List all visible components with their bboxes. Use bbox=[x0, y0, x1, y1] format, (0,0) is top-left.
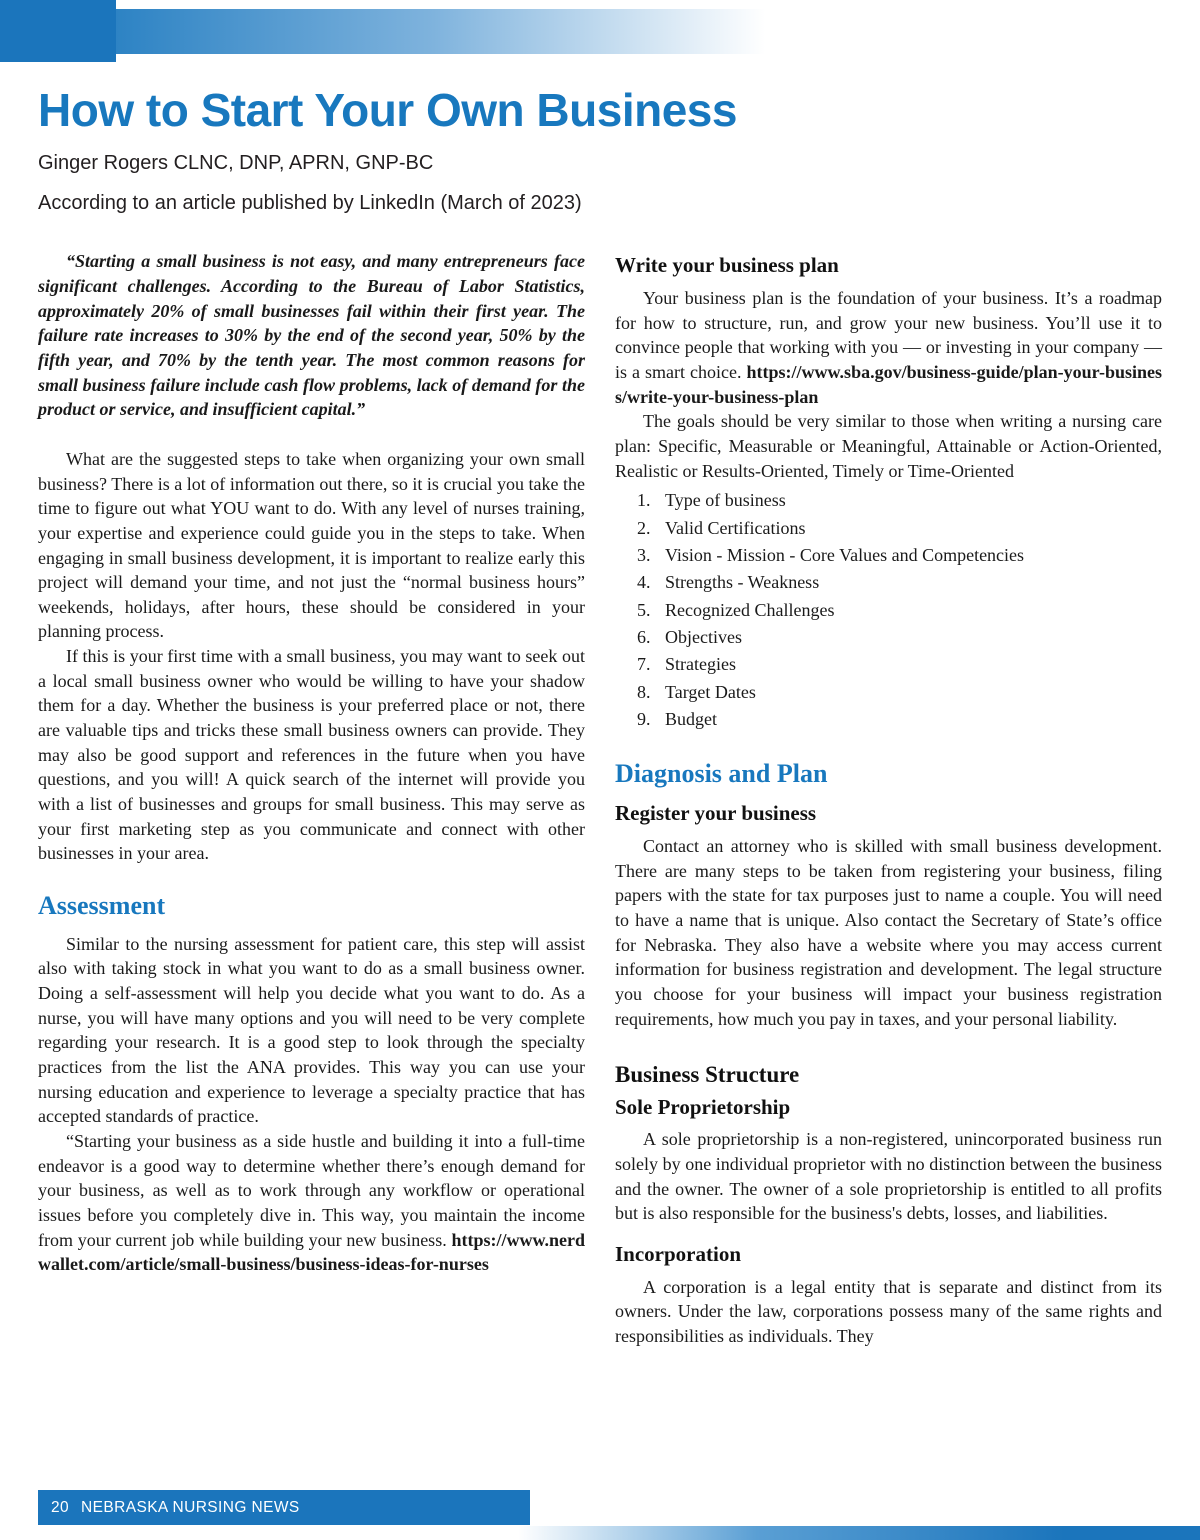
top-accent-block bbox=[0, 0, 116, 62]
list-item: 9. Budget bbox=[655, 706, 1162, 733]
business-plan-text: Your business plan is the foundation of your business. It’s a roadmap for how to structure, run, and grow your new business. You’ll use it to convince people that working with you — or investing in your company — is a smart choice. bbox=[615, 288, 1162, 383]
business-plan-paragraph bbox=[615, 286, 1162, 409]
opening-quote: “Starting a small business is not easy, and many entrepreneurs face significant challenges. According to the Bureau of Labor Statistics, approximately 20% of small businesses fail within their first year. The failure rate increases to 30% by the end of the second year, 50% by the fifth year, and 70% by the tenth year. The most common reasons for small business failure include cash flow problems, lack of demand for the product or service, and insufficient capital.” bbox=[38, 251, 585, 420]
top-accent-gradient bbox=[116, 9, 822, 54]
shadow-paragraph: If this is your first time with a small business, you may want to seek out a local small business owner who would be willing to have your shadow them for a day. Whether the business is your preferred place or not, there are valuable tips and tricks these small business owners can provide. They may also be good support and references in the future when you have questions, and you will! A quick search of the internet will provide you with a list of businesses and groups for small business. This may serve as your first marketing step as you communicate and connect with other businesses in your area. bbox=[38, 646, 585, 864]
nerdwallet-url-link[interactable]: https://www.nerdwallet.com/article/small-business/business-ideas-for-nurses bbox=[38, 1229, 585, 1275]
list-item: 8. Target Dates bbox=[655, 679, 1162, 706]
assessment-heading: Assessment bbox=[38, 891, 166, 921]
incorporation-heading: Incorporation bbox=[615, 1242, 741, 1267]
diagnosis-heading: Diagnosis and Plan bbox=[615, 758, 828, 788]
list-item: 1. Type of business bbox=[655, 487, 1162, 514]
assessment-paragraph: Similar to the nursing assessment for patient care, this step will assist also with taking stock in what you want to do as a small business owner. Doing a self-assessment will help you decide what you want to do. As a nurse, you will have many options and you will need to be very complete regarding your research. It is a good step to look through the specialty practices from the list the ANA provides. This way you can use your nursing education and experience to leverage a specialty practice that has accepted standards of practice. bbox=[38, 933, 585, 1127]
business-plan-list bbox=[615, 487, 1162, 733]
side-hustle-paragraph bbox=[38, 1129, 585, 1277]
page-title: How to Start Your Own Business bbox=[38, 84, 737, 136]
business-structure-heading: Business Structure bbox=[615, 1062, 800, 1088]
steps-paragraph: What are the suggested steps to take when organizing your own small business? There is a lot of information out there, so it is crucial you take the time to figure out what YOU want to do. With any level of nurses training, your expertise and experience could guide you in the steps to take. When engaging in small business development, it is important to realize early this project will demand your time, and not just the “normal business hours” weekends, holidays, after hours, these should be considered in your planning process. bbox=[38, 448, 585, 642]
sba-url-link[interactable]: https://www.sba.gov/business-guide/plan-your-business/write-your-business-plan bbox=[615, 362, 1162, 407]
article-body bbox=[0, 215, 1200, 1349]
list-item: 5. Recognized Challenges bbox=[655, 597, 1162, 624]
goals-paragraph: The goals should be very similar to those when writing a nursing care plan: Specific, Measurable or Meaningful, Attainable or Action-Oriented, Realistic or Results-Oriented, Timely or Time-Oriented bbox=[615, 411, 1162, 481]
list-item: 4. Strengths - Weakness bbox=[655, 569, 1162, 596]
author-byline: Ginger Rogers CLNC, DNP, APRN, GNP-BC bbox=[38, 152, 434, 175]
list-item: 3. Vision - Mission - Core Values and Competencies bbox=[655, 542, 1162, 569]
sole-proprietorship-heading: Sole Proprietorship bbox=[615, 1094, 791, 1119]
source-line: According to an article published by LinkedIn (March of 2023) bbox=[38, 192, 582, 215]
page-number: 20 bbox=[51, 1498, 70, 1516]
sole-proprietorship-paragraph: A sole proprietorship is a non-registered, unincorporated business run solely by one individual proprietor with no distinction between the business and the owner. The owner of a sole proprietorship is entitled to all profits but is also responsible for the business's debts, losses, and liabilities. bbox=[615, 1129, 1162, 1224]
bottom-accent-bar bbox=[518, 1526, 1200, 1540]
list-item: 2. Valid Certifications bbox=[655, 515, 1162, 542]
register-heading: Register your business bbox=[615, 801, 817, 826]
register-paragraph: Contact an attorney who is skilled with small business development. There are many steps to be taken from registering your business, filing papers with the state for tax purposes just to name a couple. You will need to have a name that is unique. Also contact the Secretary of State’s office for Nebraska. They also have a website where you may access current information for business registration and development. The legal structure you choose for your business will impact your business registration requirements, how much you pay in taxes, and your personal liability. bbox=[615, 835, 1162, 1029]
publication-name: NEBRASKA NURSING NEWS bbox=[81, 1498, 300, 1516]
side-hustle-text: “Starting your business as a side hustle and building it into a full-time endeavor is a good way to determine whether there’s enough demand for your business, as well as to work through any workflow or operational issues before you completely dive in. This way, you maintain the income from your current job while building your new business. bbox=[38, 1130, 585, 1250]
right-column bbox=[615, 249, 1162, 1349]
top-accent-bar bbox=[0, 0, 1200, 62]
list-item: 7. Strategies bbox=[655, 651, 1162, 678]
business-plan-heading: Write your business plan bbox=[615, 253, 839, 278]
list-item: 6. Objectives bbox=[655, 624, 1162, 651]
footer-bar bbox=[38, 1490, 530, 1525]
left-column bbox=[38, 249, 585, 1349]
incorporation-paragraph: A corporation is a legal entity that is separate and distinct from its owners. Under the law, corporations possess many of the same rights and responsibilities as individuals. They bbox=[615, 1276, 1162, 1347]
